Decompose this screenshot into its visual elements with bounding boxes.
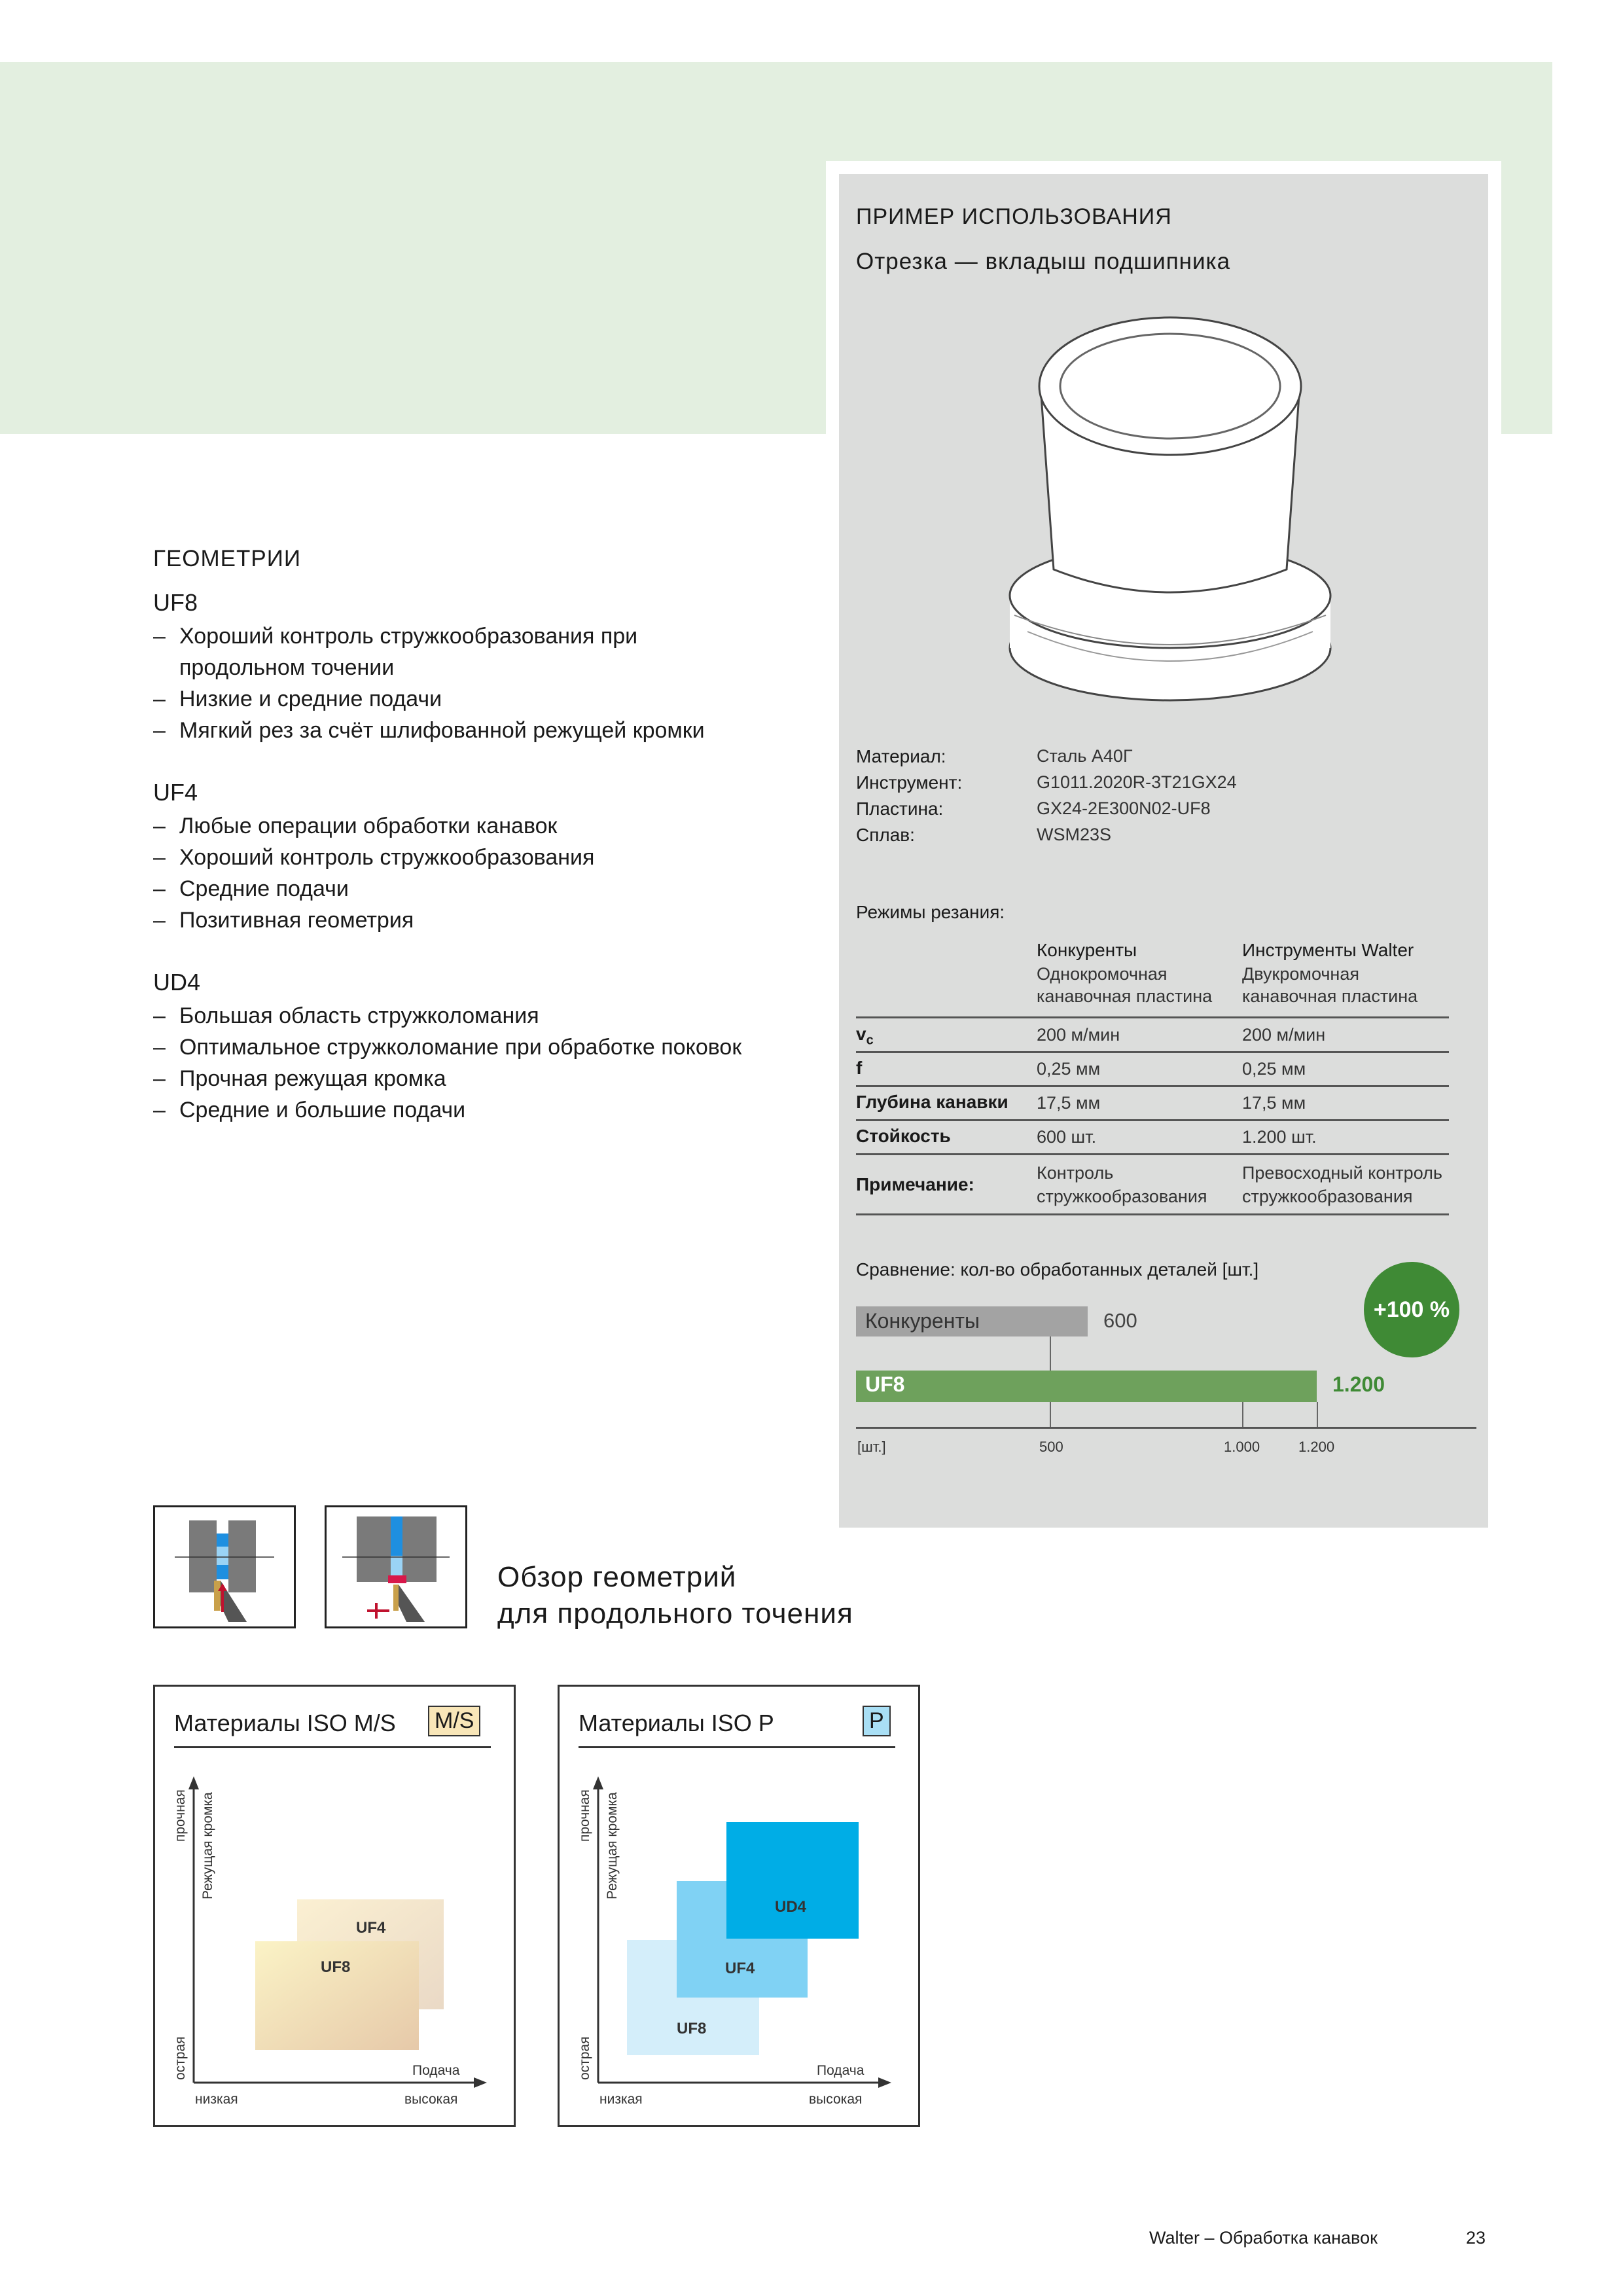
bar-value-uf8: 1.200 — [1332, 1372, 1385, 1396]
grooving-plunge-icon — [325, 1505, 467, 1628]
col-competitors-sub: канавочная пластина — [1037, 986, 1213, 1006]
x-axis-right-label: высокая — [809, 2092, 863, 2107]
row-value: 17,5 мм — [1242, 1093, 1306, 1113]
table-rule — [856, 1016, 1449, 1018]
col-walter-sub: Двукромочная — [1242, 964, 1359, 984]
row-label-vc: $v_c$ — [856, 1024, 874, 1048]
row-label-depth: Глубина канавки — [856, 1092, 1008, 1112]
iso-ms-tag: M/S — [428, 1706, 480, 1736]
x-axis-right-label: высокая — [404, 2092, 458, 2107]
example-title: ПРИМЕР ИСПОЛЬЗОВАНИЯ — [856, 204, 1172, 229]
p-geometry-chart — [558, 1685, 916, 2123]
chart-title: Сравнение: кол-во обработанных деталей [шт.] — [856, 1259, 1259, 1280]
bar-label-uf8: UF8 — [865, 1372, 905, 1396]
row-value: 1.200 шт. — [1242, 1127, 1317, 1147]
spec-value: GX24-2E300N02-UF8 — [1037, 798, 1211, 818]
y-axis-label: Режущая кромка — [200, 1792, 215, 1899]
col-competitors-head: Конкуренты — [1037, 940, 1137, 960]
list-item: – Любые операции обработки канавок — [153, 814, 558, 838]
spec-label: Материал: — [856, 746, 946, 766]
table-rule — [856, 1119, 1449, 1121]
x-axis-unit: [шт.] — [857, 1439, 886, 1455]
geometries-heading: ГЕОМЕТРИИ — [153, 546, 302, 571]
tick-label: 500 — [1039, 1439, 1063, 1455]
table-rule — [856, 1213, 1449, 1215]
bearing-sleeve-illustration — [1001, 308, 1342, 713]
list-item: – Хороший контроль стружкообразования — [153, 845, 595, 870]
row-value: 200 м/мин — [1242, 1025, 1326, 1045]
spec-value: WSM23S — [1037, 825, 1112, 844]
row-value: 0,25 мм — [1037, 1059, 1101, 1079]
row-label-tool-life: Стойкость — [856, 1126, 951, 1146]
table-rule — [856, 1085, 1449, 1087]
list-item: – Прочная режущая кромка — [153, 1066, 446, 1091]
list-item: – Хороший контроль стружкообразования при продольном точении — [153, 624, 638, 680]
panel-frame-right — [1488, 161, 1501, 436]
ud4-heading: UD4 — [153, 969, 201, 996]
col-walter-head: Инструменты Walter — [1242, 940, 1414, 960]
row-value: 0,25 мм — [1242, 1059, 1306, 1079]
list-item: – Средние подачи — [153, 876, 349, 901]
geometry-label: UD4 — [775, 1898, 807, 1916]
card-title: Материалы ISO M/S — [174, 1710, 396, 1736]
list-item: – Средние и большие подачи — [153, 1098, 466, 1122]
note-value: Контроль — [1037, 1163, 1114, 1183]
x-axis-label: Подача — [817, 2063, 865, 2078]
footer-text: Walter – Обработка канавок — [1149, 2228, 1378, 2248]
x-axis — [856, 1427, 1476, 1429]
uf4-heading: UF4 — [153, 779, 198, 806]
y-axis-bottom-label: острая — [173, 2036, 188, 2080]
x-axis-label: Подача — [412, 2063, 460, 2078]
list-item: – Большая область стружколомания — [153, 1003, 539, 1028]
bar-uf8 — [856, 1371, 1317, 1402]
list-item: – Мягкий рез за счёт шлифованной режущей кромки — [153, 718, 705, 743]
page-number: 23 — [1466, 2228, 1486, 2248]
spec-label: Инструмент: — [856, 772, 963, 793]
row-value: 200 м/мин — [1037, 1025, 1120, 1045]
uf8-heading: UF8 — [153, 589, 198, 616]
row-label-note: Примечание: — [856, 1174, 974, 1194]
x-axis-left-label: низкая — [599, 2092, 643, 2107]
longitudinal-turning-icon — [153, 1505, 296, 1628]
col-walter-sub: канавочная пластина — [1242, 986, 1418, 1006]
geometry-label: UF4 — [725, 1960, 755, 1977]
x-axis-left-label: низкая — [195, 2092, 238, 2107]
table-rule — [856, 1153, 1449, 1155]
panel-frame-left — [826, 161, 839, 436]
y-axis-top-label: прочная — [173, 1789, 188, 1842]
card-title: Материалы ISO P — [579, 1710, 774, 1736]
row-value: 600 шт. — [1037, 1127, 1097, 1147]
geometry-label: UF4 — [356, 1919, 386, 1937]
geometry-label: UF8 — [677, 2020, 707, 2037]
tick-line — [1242, 1402, 1243, 1427]
list-item: – Оптимальное стружколомание при обработке поковок — [153, 1035, 742, 1060]
col-competitors-sub: Однокромочная — [1037, 964, 1168, 984]
row-label-f: f — [856, 1058, 863, 1078]
row-value: 17,5 мм — [1037, 1093, 1101, 1113]
list-item: – Позитивная геометрия — [153, 908, 414, 933]
example-subtitle: Отрезка — вкладыш подшипника — [856, 249, 1231, 274]
note-value: Превосходный контроль — [1242, 1163, 1442, 1183]
improvement-badge: +100 % — [1364, 1262, 1459, 1357]
list-item: – Низкие и средние подачи — [153, 687, 442, 711]
note-value: стружкообразования — [1242, 1187, 1413, 1206]
spec-label: Сплав: — [856, 825, 915, 845]
overview-heading: Обзор геометрий для продольного точения — [497, 1561, 853, 1630]
bar-value-competitors: 600 — [1103, 1309, 1137, 1332]
spec-value: Сталь А40Г — [1037, 746, 1133, 766]
y-axis-label: Режущая кромка — [605, 1792, 620, 1899]
note-value: стружкообразования — [1037, 1187, 1207, 1206]
panel-frame — [826, 161, 1501, 174]
y-axis-top-label: прочная — [577, 1789, 592, 1842]
spec-value: G1011.2020R-3T21GX24 — [1037, 772, 1237, 792]
tick-label: 1.000 — [1224, 1439, 1260, 1455]
tick-label: 1.200 — [1298, 1439, 1335, 1455]
tick-line — [1317, 1402, 1318, 1427]
y-axis-bottom-label: острая — [577, 2036, 592, 2080]
spec-label: Пластина: — [856, 798, 944, 819]
iso-p-tag: P — [863, 1706, 891, 1736]
cutting-modes-label: Режимы резания: — [856, 902, 1005, 922]
table-rule — [856, 1051, 1449, 1053]
geometry-label: UF8 — [321, 1958, 351, 1976]
bar-label-competitors: Конкуренты — [865, 1309, 980, 1333]
ms-geometry-chart — [153, 1685, 512, 2123]
